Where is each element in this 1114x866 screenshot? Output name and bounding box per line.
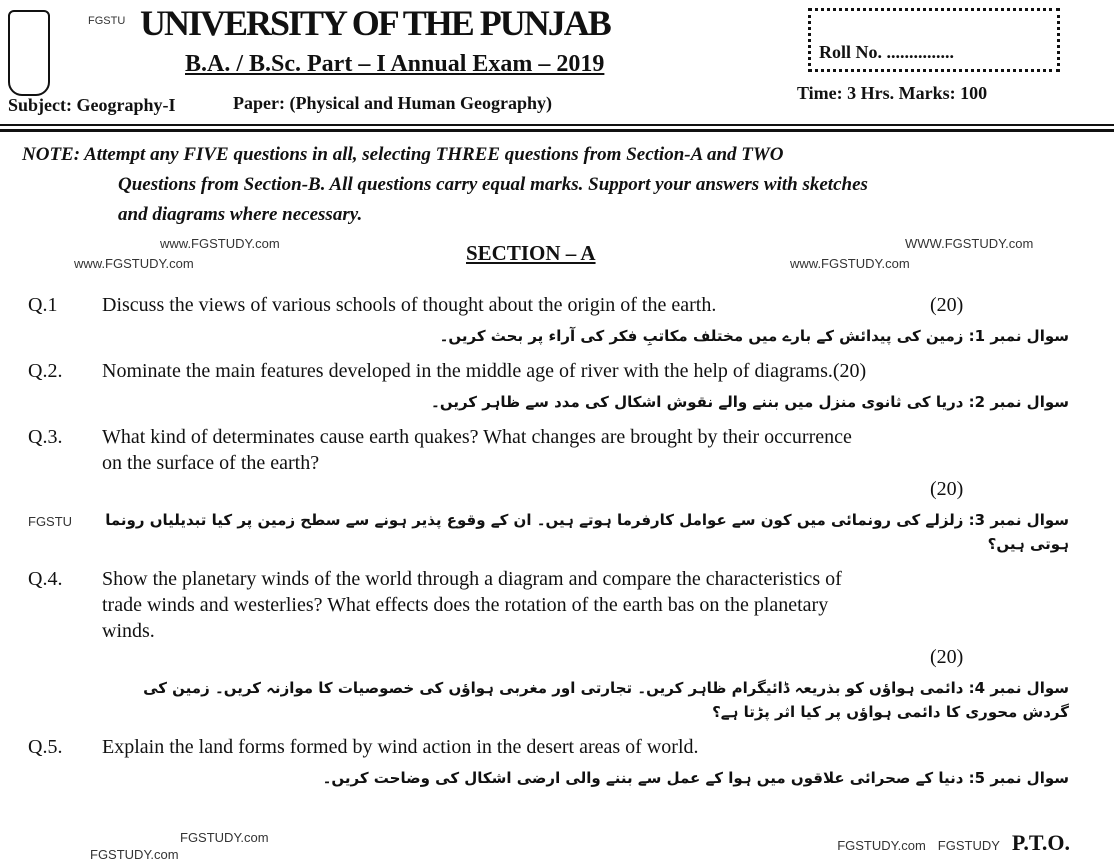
question-number: Q.1 — [28, 294, 58, 316]
page-turn-label: P.T.O. — [1011, 830, 1070, 855]
question-1 — [0, 292, 1114, 318]
watermark-text: FGSTU — [88, 15, 126, 27]
question-number: Q.3. — [28, 426, 63, 448]
question-marks: (20) — [930, 646, 964, 668]
question-text: trade winds and westerlies? What effects does the rotation of the earth bas on the planetary — [102, 594, 829, 616]
question-text: What kind of determinates cause earth quakes? What changes are brought by their occurrence — [102, 426, 852, 448]
question-marks: (20) — [930, 294, 964, 316]
page-footer — [0, 830, 1114, 866]
question-text: Discuss the views of various schools of thought about the origin of the earth. — [102, 294, 717, 316]
question-4-urdu-row — [0, 676, 1114, 724]
note-line: and diagrams where necessary. — [118, 204, 363, 225]
question-number: Q.5. — [28, 736, 63, 758]
question-text: Nominate the main features developed in the middle age of river with the help of diagrams.(20) — [102, 360, 867, 382]
exam-body — [0, 140, 1114, 866]
question-2 — [0, 358, 1114, 384]
instructions-note — [0, 140, 1114, 230]
university-logo — [8, 10, 50, 96]
watermark-text: FGSTUDY.com — [180, 830, 269, 845]
roll-number-label: Roll No. ............... — [819, 42, 954, 62]
question-5 — [0, 734, 1114, 760]
watermark-text: www.FGSTUDY.com — [74, 256, 194, 271]
question-5-urdu-row — [0, 766, 1114, 790]
question-text: on the surface of the earth? — [102, 452, 320, 474]
question-number: Q.4. — [28, 568, 63, 590]
note-line: NOTE: Attempt any FIVE questions in all, selecting THREE questions from Section-A and TWO — [22, 144, 784, 165]
header-divider — [0, 129, 1114, 132]
university-title: UNIVERSITY OF THE PUNJAB — [140, 3, 610, 43]
roll-number-box — [808, 8, 1060, 72]
note-line: Questions from Section-B. All questions carry equal marks. Support your answers with sketches — [118, 174, 868, 195]
question-urdu: سوال نمبر 2: دریا کی ثانوی منزل میں بننے والے نقوش اشکال کی مدد سے ظاہر کریں۔ — [431, 393, 1069, 411]
watermark-text: WWW.FGSTUDY.com — [905, 236, 1034, 251]
question-2-urdu-row — [0, 390, 1114, 414]
question-4 — [0, 566, 1114, 670]
watermark-text: www.FGSTUDY.com — [160, 236, 280, 251]
section-title: SECTION – A — [466, 241, 596, 265]
question-1-urdu-row — [0, 324, 1114, 348]
question-text: Explain the land forms formed by wind action in the desert areas of world. — [102, 736, 699, 758]
question-3-urdu-row — [0, 508, 1114, 556]
exam-title: B.A. / B.Sc. Part – I Annual Exam – 2019 — [185, 51, 605, 77]
watermark-text: www.FGSTUDY.com — [790, 256, 910, 271]
question-text: Show the planetary winds of the world through a diagram and compare the characteristics of — [102, 568, 842, 590]
paper-label: Paper: (Physical and Human Geography) — [233, 93, 553, 113]
question-urdu: سوال نمبر 3: زلزلے کی رونمائی میں کون سے عوامل کارفرما ہوتے ہیں۔ ان کے وقوع پذیر ہونے سے سطح زمین پر کیا تبدیلیاں رونما ہوتی ہیں؟ — [105, 511, 1069, 553]
question-number: Q.2. — [28, 360, 63, 382]
subject-label: Subject: Geography-I — [8, 95, 176, 115]
watermark-text: FGSTUDY.com — [837, 838, 926, 853]
watermark-text: FGSTUDY.com — [90, 847, 179, 862]
header-divider — [0, 124, 1114, 126]
section-header — [0, 236, 1114, 282]
question-3 — [0, 424, 1114, 502]
time-marks: Time: 3 Hrs. Marks: 100 — [797, 83, 988, 103]
watermark-text: FGSTU — [28, 514, 73, 529]
question-marks: (20) — [930, 478, 964, 500]
question-text: winds. — [102, 620, 155, 642]
question-urdu: سوال نمبر 5: دنیا کے صحرائی علاقوں میں ہوا کے عمل سے بننے والی ارضی اشکال کی وضاحت کریں۔ — [322, 769, 1069, 787]
question-urdu: سوال نمبر 1: زمین کی پیدائش کے بارے میں مختلف مکاتبِ فکر کی آراء پر بحث کریں۔ — [439, 327, 1069, 345]
question-urdu: سوال نمبر 4: دائمی ہواؤں کو بذریعہ ڈائیگرام ظاہر کریں۔ تجارتی اور مغربی ہواؤں کی خصوصیات کا موازنہ کریں۔ زمین کی گردش محوری کا دائمی ہواؤں پر کیا اثر پڑتا ہے؟ — [143, 679, 1069, 721]
watermark-text: FGSTUDY — [937, 838, 1000, 853]
